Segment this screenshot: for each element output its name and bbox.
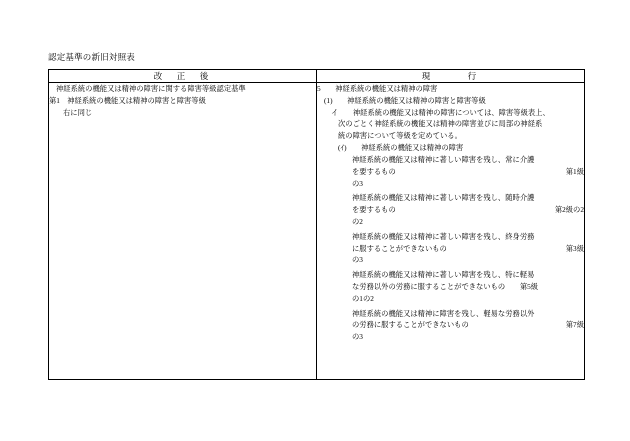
current-line: の2 — [352, 216, 363, 226]
table-body-row — [49, 83, 585, 380]
current-line: の1の2 — [352, 293, 374, 303]
comparison-table — [48, 69, 585, 380]
revised-content — [49, 83, 316, 118]
current-grade-label: 第1級 — [565, 166, 584, 176]
current-line: 神経系統の機能又は精神に著しい障害を残し、特に軽易 — [352, 270, 535, 280]
current-line: の3 — [352, 255, 363, 265]
current-line: の3 — [352, 332, 363, 342]
current-line — [317, 166, 584, 178]
current-line: 神経系統の機能又は精神に著しい障害を残し、随時介護 — [352, 193, 535, 203]
current-line-text: を要するもの — [352, 166, 396, 176]
current-line: 神経系統の機能又は精神に障害を残し、軽易な労務以外 — [352, 308, 535, 318]
revised-line: 神経系統の機能又は精神の障害に関する障害等級認定基準 — [56, 84, 246, 94]
current-line-text: の労務に服することができないもの — [352, 320, 469, 330]
table-header-row — [49, 70, 585, 83]
current-line: イ 神経系統の機能又は精神の障害については、障害等級表上、 — [331, 107, 550, 117]
current-line: 次のごとく神経系統の機能又は精神の障害並びに局部の神経系 — [338, 119, 543, 129]
current-grade-label: 第3級 — [565, 243, 584, 253]
current-line: (ｲ) 神経系統の機能又は精神の障害 — [338, 143, 464, 153]
cell-current — [317, 83, 585, 380]
current-line: 神経系統の機能又は精神に著しい障害を残し、常に介護 — [352, 154, 535, 164]
page-title: 認定基準の新旧対照表 — [48, 52, 136, 62]
current-line: 5 神経系統の機能又は精神の障害 — [317, 84, 438, 94]
current-line: 統の障害について等級を定めている。 — [338, 131, 462, 141]
current-line: の3 — [352, 178, 363, 188]
current-line-text: を要するもの — [352, 205, 396, 215]
current-grade-label: 第7級 — [565, 320, 584, 330]
current-line: な労務以外の労務に服することができないもの 第5級 — [352, 282, 539, 292]
current-line: 神経系統の機能又は精神に著しい障害を残し、終身労務 — [352, 231, 535, 241]
revised-line: 右に同じ — [63, 107, 93, 117]
header-current: 現 行 — [317, 70, 585, 83]
cell-revised — [49, 83, 317, 380]
current-grade-label: 第2級の2 — [554, 205, 584, 215]
current-line — [317, 243, 584, 255]
header-revised: 改 正 後 — [49, 70, 317, 83]
revised-line: 第1 神経系統の機能又は精神の障害と障害等級 — [49, 95, 206, 105]
current-line: (1) 神経系統の機能又は精神の障害と障害等級 — [324, 95, 486, 105]
current-line — [317, 319, 584, 331]
current-line-text: に服することができないもの — [352, 243, 447, 253]
current-line — [317, 204, 584, 216]
current-content — [317, 83, 584, 343]
